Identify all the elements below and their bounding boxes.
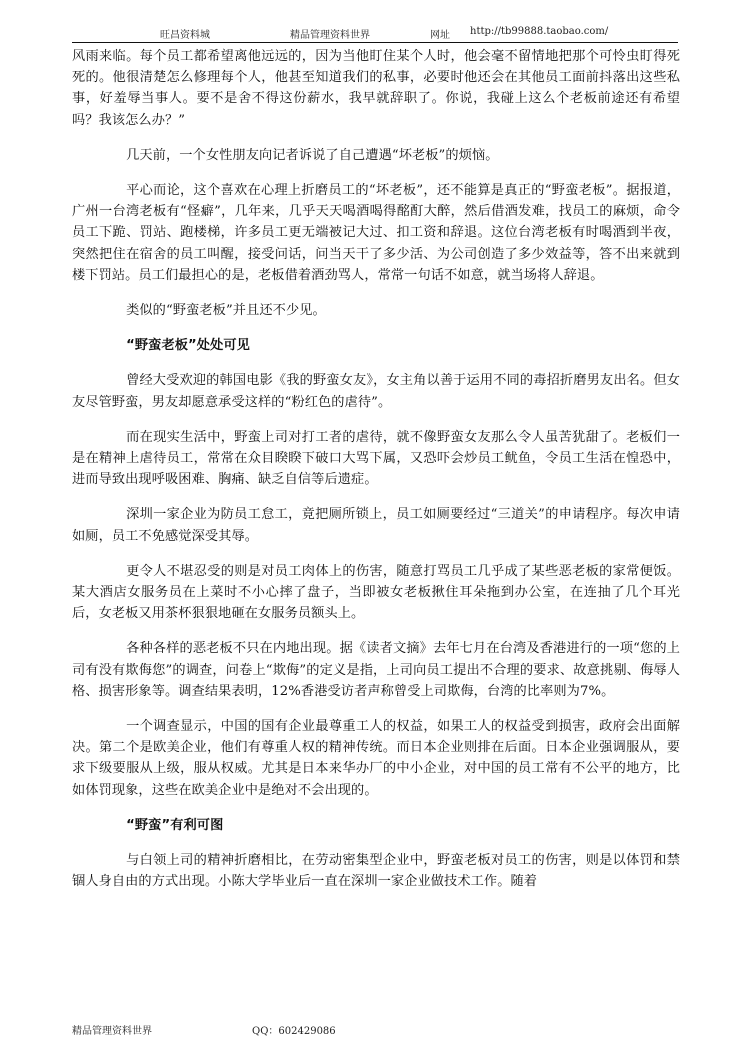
footer-site: 精品管理资料世界 <box>72 1026 152 1037</box>
header-site-title: 精品管理资料世界 <box>290 30 370 41</box>
paragraph: 与白领上司的精神折磨相比，在劳动密集型企业中，野蛮老板对员工的伤害，则是以体罚和禁锢人身自由的方式出现。小陈大学毕业后一直在深圳一家企业做技术工作。随着 <box>72 853 680 890</box>
paragraph: 各种各样的恶老板不只在内地出现。据《读者文摘》去年七月在台湾及香港进行的一项“您的上司有没有欺侮您”的调查，问卷上“欺侮”的定义是指，上司向员工提出不合理的要求、故意挑剔、侮辱人格、损害形象等。调查结果表明，12%香港受访者声称曾受上司欺侮，台湾的比率则为7%。 <box>72 641 680 699</box>
paragraph: 一个调查显示，中国的国有企业最尊重工人的权益，如果工人的权益受到损害，政府会出面解决。第二个是欧美企业，他们有尊重人权的精神传统。而日本企业则排在后面。日本企业强调服从，要求下级要服从上级，服从权威。尤其是日本来华办厂的中小企业，对中国的员工常有不公平的地方，比如体罚现象，这些在欧美企业中是绝对不会出现的。 <box>72 719 680 798</box>
page-header <box>72 26 678 42</box>
header-divider <box>72 42 678 43</box>
paragraph: 而在现实生活中，野蛮上司对打工者的虐待，就不像野蛮女友那么令人虽苦犹甜了。老板们一是在精神上虐待员工，常常在众目睽睽下破口大骂下属，又恐吓会炒员工鱿鱼，令员工生活在惶恐中，进而导致出现呼吸困难、胸痛、缺乏自信等后遗症。 <box>72 429 680 488</box>
paragraph: 曾经大受欢迎的韩国电影《我的野蛮女友》，女主角以善于运用不同的毒招折磨男友出名。但女友尽管野蛮，男友却愿意承受这样的“粉红色的虐待”。 <box>72 373 680 410</box>
paragraph: 平心而论，这个喜欢在心理上折磨员工的“坏老板”，还不能算是真正的“野蛮老板”。据报道，广州一台湾老板有“怪癖”，几年来，几乎天天喝酒喝得酩酊大醉，然后借酒发难，找员工的麻烦，命令员工下跪、罚站、跑楼梯，许多员工更无端被记大过、扣工资和辞退。这位台湾老板有时喝酒到半夜，突然把住在宿舍的员工叫醒，接受问话，问当天干了多少活、为公司创造了多少效益等，答不出来就到楼下罚站。员工们最担心的是，老板借着酒劲骂人，常常一句话不如意，就当场将人辞退。 <box>72 183 680 283</box>
header-url: http://tb99888.taobao.com/ <box>470 26 609 37</box>
section-heading: “野蛮”有利可图 <box>126 817 224 833</box>
paragraph: 风雨来临。每个员工都希望离他远远的，因为当他盯住某个人时，他会毫不留情地把那个可怜虫盯得死死的。他很清楚怎么修理每个人，他甚至知道我们的私事，必要时他还会在其他员工面前抖落出这些私事，好羞辱当事人。要不是舍不得这份薪水，我早就辞职了。你说，我碰上这么个老板前途还有希望吗？我该怎么办？” <box>72 49 680 128</box>
paragraph: 几天前，一个女性朋友向记者诉说了自己遭遇“坏老板”的烦恼。 <box>126 147 499 163</box>
paragraph: 更令人不堪忍受的则是对员工肉体上的伤害，随意打骂员工几乎成了某些恶老板的家常便饭。某大酒店女服务员在上菜时不小心摔了盘子，当即被女老板揪住耳朵拖到办公室，在连抽了几个耳光后，女老板又用茶杯狠狠地砸在女服务员额头上。 <box>72 563 680 622</box>
footer-qq: QQ：602429086 <box>252 1026 336 1037</box>
section-heading: “野蛮老板”处处可见 <box>126 338 250 354</box>
header-site-name: 旺昌资料城 <box>160 30 210 41</box>
page-footer <box>72 1022 678 1038</box>
document-body <box>72 46 680 907</box>
paragraph: 深圳一家企业为防员工怠工，竟把厕所锁上，员工如厕要经过“三道关”的申请程序。每次申请如厕，员工不免感觉深受其辱。 <box>72 507 680 544</box>
header-url-label: 网址 <box>430 30 450 41</box>
paragraph: 类似的“野蛮老板”并且还不少见。 <box>126 303 326 319</box>
